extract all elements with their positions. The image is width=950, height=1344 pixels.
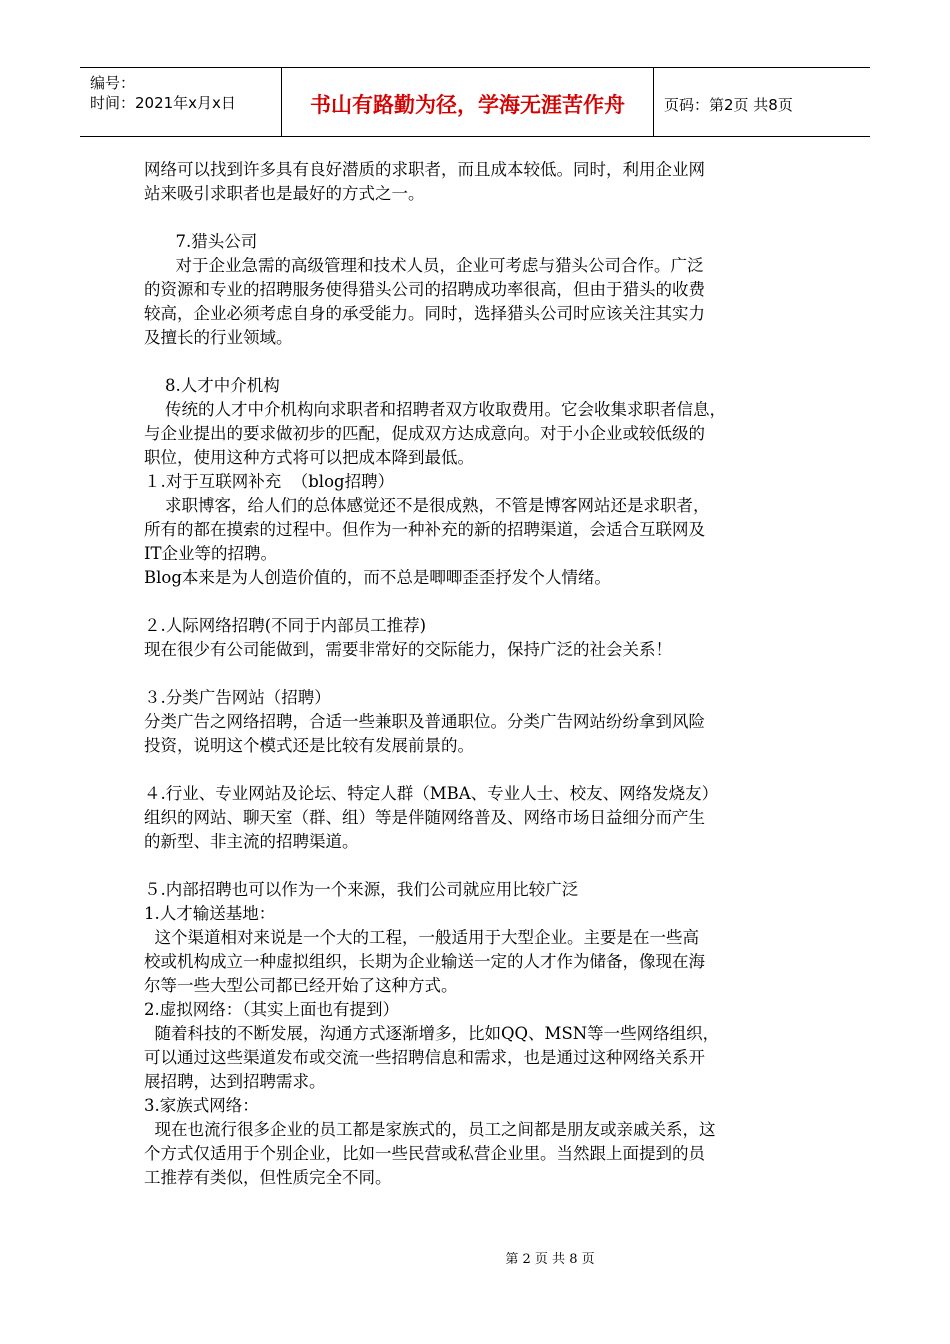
text-line: 7.猎头公司	[144, 232, 258, 251]
text-line: ３.分类广告网站（招聘）	[144, 688, 331, 707]
blank-line	[144, 758, 810, 782]
text-line: 所有的都在摸索的过程中。但作为一种补充的新的招聘渠道，会适合互联网及	[144, 520, 705, 539]
document-body	[144, 158, 810, 1190]
text-line: 投资，说明这个模式还是比较有发展前景的。	[144, 736, 474, 755]
text-line: 传统的人才中介机构向求职者和招聘者双方收取费用。它会收集求职者信息，	[144, 400, 726, 419]
text-line: 与企业提出的要求做初步的匹配，促成双方达成意向。对于小企业或较低级的	[144, 424, 705, 443]
text-line: 现在也流行很多企业的员工都是家族式的，员工之间都是朋友或亲戚关系，这	[144, 1120, 716, 1139]
text-line: 工推荐有类似，但性质完全不同。	[144, 1168, 392, 1187]
text-line: 个方式仅适用于个别企业，比如一些民营或私营企业里。当然跟上面提到的员	[144, 1144, 705, 1163]
text-line: ５.内部招聘也可以作为一个来源，我们公司就应用比较广泛	[144, 880, 579, 899]
text-line: １.对于互联网补充 （blog招聘）	[144, 472, 395, 491]
blank-line	[144, 590, 810, 614]
text-line: 展招聘，达到招聘需求。	[144, 1072, 326, 1091]
blank-line	[144, 662, 810, 686]
text-line: ２.人际网络招聘(不同于内部员工推荐)	[144, 616, 427, 635]
text-line: 现在很少有公司能做到，需要非常好的交际能力，保持广泛的社会关系！	[144, 640, 672, 659]
blank-line	[144, 206, 810, 230]
text-line: 求职博客，给人们的总体感觉还不是很成熟，不管是博客网站还是求职者，	[144, 496, 710, 515]
text-line: Blog本来是为人创造价值的，而不总是唧唧歪歪抒发个人情绪。	[144, 568, 611, 587]
header-meta	[80, 68, 282, 136]
text-line: 较高，企业必须考虑自身的承受能力。同时，选择猎头公司时应该关注其实力	[144, 304, 705, 323]
text-line: ４.行业、专业网站及论坛、特定人群（MBA、专业人士、校友、网络发烧友）	[144, 784, 719, 803]
text-line: 尔等一些大型公司都已经开始了这种方式。	[144, 976, 458, 995]
page-header	[80, 67, 870, 137]
text-line: 对于企业急需的高级管理和技术人员，企业可考虑与猎头公司合作。广泛	[144, 256, 704, 275]
text-line: 职位，使用这种方式将可以把成本降到最低。	[144, 448, 474, 467]
text-line: 组织的网站、聊天室（群、组）等是伴随网络普及、网络市场日益细分而产生	[144, 808, 705, 827]
text-line: 校或机构成立一种虚拟组织，长期为企业输送一定的人才作为储备，像现在海	[144, 952, 705, 971]
text-line: 的资源和专业的招聘服务使得猎头公司的招聘成功率很高，但由于猎头的收费	[144, 280, 705, 299]
text-line: 这个渠道相对来说是一个大的工程，一般适用于大型企业。主要是在一些高	[144, 928, 699, 947]
text-line: 分类广告之网络招聘，合适一些兼职及普通职位。分类广告网站纷纷拿到风险	[144, 712, 705, 731]
text-line: 可以通过这些渠道发布或交流一些招聘信息和需求，也是通过这种网络关系开	[144, 1048, 705, 1067]
text-line: IT企业等的招聘。	[144, 544, 278, 563]
text-line: 8.人才中介机构	[144, 376, 280, 395]
blank-line	[144, 350, 810, 374]
header-motto: 书山有路勤为径，学海无涯苦作舟	[282, 68, 654, 136]
text-line: 3.家族式网络：	[144, 1096, 259, 1115]
number-label: 编号：	[90, 74, 136, 92]
text-line: 网络可以找到许多具有良好潜质的求职者，而且成本较低。同时，利用企业网	[144, 160, 705, 179]
text-line: 站来吸引求职者也是最好的方式之一。	[144, 184, 425, 203]
text-line: 的新型、非主流的招聘渠道。	[144, 832, 359, 851]
text-line: 随着科技的不断发展，沟通方式逐渐增多，比如QQ、MSN等一些网络组织，	[144, 1024, 720, 1043]
text-line: 及擅长的行业领域。	[144, 328, 293, 347]
blank-line	[144, 854, 810, 878]
text-line: 2.虚拟网络：（其实上面也有提到）	[144, 1000, 399, 1019]
page-footer: 第 2 页 共 8 页	[505, 1252, 595, 1267]
header-page-info: 页码：第2页 共8页	[664, 95, 793, 114]
text-line: 1.人才输送基地：	[144, 904, 276, 923]
date-label: 时间：2021年x月x日	[90, 94, 236, 112]
